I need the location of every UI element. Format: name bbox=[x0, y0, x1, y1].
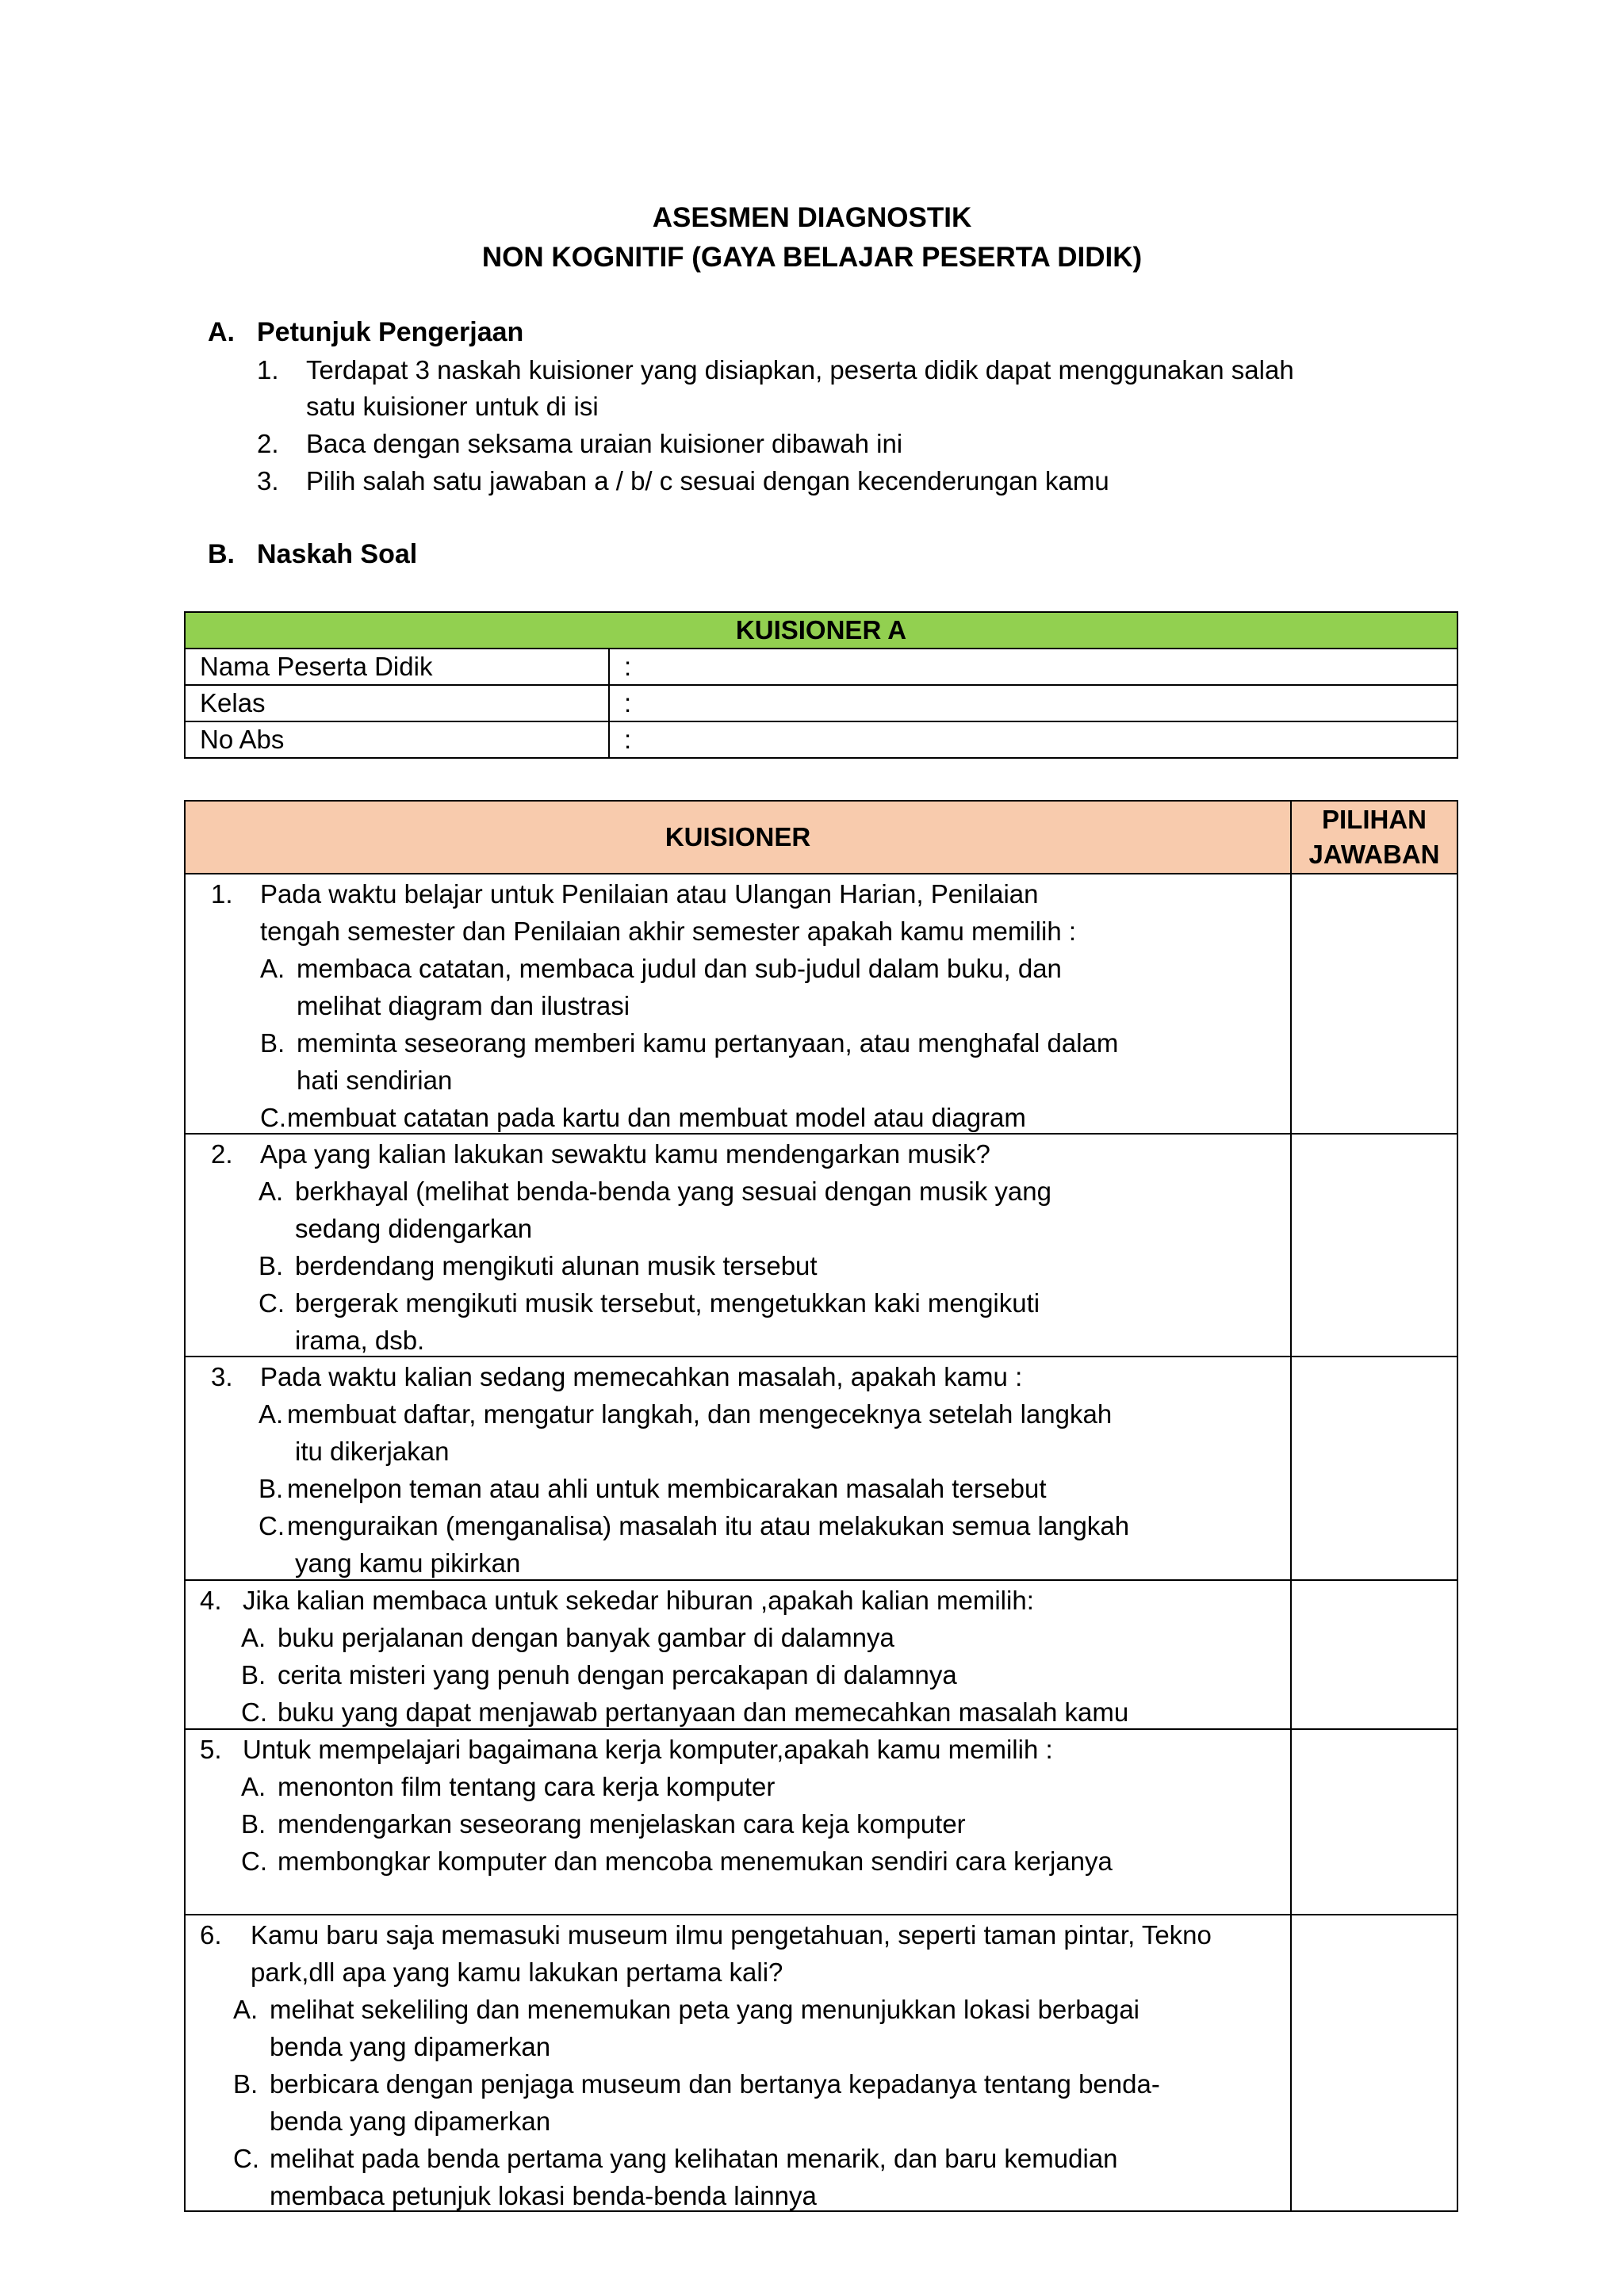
identity-value[interactable]: : bbox=[609, 685, 1457, 721]
instruction-line: satu kuisioner untuk di isi bbox=[306, 392, 599, 421]
instruction-line: Baca dengan seksama uraian kuisioner dibawah ini bbox=[306, 429, 903, 458]
answer-cell[interactable] bbox=[1291, 874, 1457, 1134]
instruction-line: Terdapat 3 naskah kuisioner yang disiapkan, peserta didik dapat menggunakan salah bbox=[306, 355, 1294, 385]
column-header-questions: KUISIONER bbox=[185, 801, 1291, 874]
identity-label: No Abs bbox=[185, 721, 609, 758]
question-cell: 3. Pada waktu kalian sedang memecahkan masalah, apakah kamu : A. membuat daftar, mengatur langkah, dan mengeceknya setelah langkah itu dikerjakan B. menelpon teman atau ahli untuk membicarakan masalah tersebut C. menguraikan (menganalisa) masalah itu atau melakukan semua langkah yang kamu pikirkan bbox=[185, 1357, 1291, 1580]
instruction-line: Pilih salah satu jawaban a / b/ c sesuai dengan kecenderungan kamu bbox=[306, 466, 1109, 496]
answer-cell[interactable] bbox=[1291, 1134, 1457, 1357]
identity-value[interactable]: : bbox=[609, 649, 1457, 685]
section-b-letter: B. bbox=[208, 539, 235, 569]
question-cell: 2. Apa yang kalian lakukan sewaktu kamu mendengarkan musik? A. berkhayal (melihat benda-benda yang sesuai dengan musik yang sedang didengarkan B. berdendang mengikuti alunan musik tersebut C. bergerak mengikuti musik tersebut, mengetukkan kaki mengikuti irama, dsb. bbox=[185, 1134, 1291, 1357]
section-a-letter: A. bbox=[208, 317, 235, 347]
document-title: ASESMEN DIAGNOSTIK bbox=[652, 202, 972, 233]
identity-table-title: KUISIONER A bbox=[185, 612, 1457, 649]
table-row bbox=[185, 1580, 1457, 1729]
table-row bbox=[185, 1915, 1457, 2211]
table-row bbox=[185, 874, 1457, 1134]
instruction-item: 3. Pilih salah satu jawaban a / b/ c sesuai dengan kecenderungan kamu bbox=[306, 463, 1109, 499]
answer-cell[interactable] bbox=[1291, 1357, 1457, 1580]
questionnaire-table bbox=[184, 800, 1458, 2212]
table-row bbox=[185, 649, 1457, 685]
section-b-heading bbox=[208, 539, 417, 570]
question-cell: 6. Kamu baru saja memasuki museum ilmu pengetahuan, seperti taman pintar, Tekno park,dll apa yang kamu lakukan pertama kali? A. melihat sekeliling dan menemukan peta yang menunjukkan lokasi berbagai benda yang dipamerkan B. berbicara dengan penjaga museum dan bertanya kepadanya tentang benda- benda yang dipamerkan C. melihat pada benda pertama yang kelihatan menarik, dan baru kemudian membaca petunjuk lokasi benda-benda lainnya bbox=[185, 1915, 1291, 2211]
column-header-answer: PILIHAN JAWABAN bbox=[1291, 801, 1457, 874]
question-cell: 5. Untuk mempelajari bagaimana kerja komputer,apakah kamu memilih : A. menonton film tentang cara kerja komputer B. mendengarkan seseorang menjelaskan cara keja komputer C. membongkar komputer dan mencoba menemukan sendiri cara kerjanya bbox=[185, 1729, 1291, 1915]
section-b-title: Naskah Soal bbox=[257, 539, 418, 569]
identity-label: Kelas bbox=[185, 685, 609, 721]
identity-value[interactable]: : bbox=[609, 721, 1457, 758]
table-row bbox=[185, 721, 1457, 758]
table-row bbox=[185, 1134, 1457, 1357]
table-row bbox=[185, 685, 1457, 721]
question-cell: 4. Jika kalian membaca untuk sekedar hiburan ,apakah kalian memilih: A. buku perjalanan dengan banyak gambar di dalamnya B. cerita misteri yang penuh dengan percakapan di dalamnya C. buku yang dapat menjawab pertanyaan dan memecahkan masalah kamu bbox=[185, 1580, 1291, 1729]
answer-cell[interactable] bbox=[1291, 1580, 1457, 1729]
table-header-row bbox=[185, 801, 1457, 874]
instruction-item: 1. Terdapat 3 naskah kuisioner yang disiapkan, peserta didik dapat menggunakan salah satu kuisioner untuk di isi bbox=[306, 352, 1294, 425]
identity-label: Nama Peserta Didik bbox=[185, 649, 609, 685]
answer-cell[interactable] bbox=[1291, 1729, 1457, 1915]
section-a-title: Petunjuk Pengerjaan bbox=[257, 317, 524, 347]
document-subtitle: NON KOGNITIF (GAYA BELAJAR PESERTA DIDIK) bbox=[481, 242, 1143, 273]
identity-table bbox=[184, 611, 1458, 759]
section-a-heading bbox=[208, 317, 523, 348]
instruction-item: 2. Baca dengan seksama uraian kuisioner dibawah ini bbox=[306, 426, 902, 462]
question-cell: 1. Pada waktu belajar untuk Penilaian atau Ulangan Harian, Penilaian tengah semester dan Penilaian akhir semester apakah kamu memilih : A. membaca catatan, membaca judul dan sub-judul dalam buku, dan melihat diagram dan ilustrasi B. meminta seseorang memberi kamu pertanyaan, atau menghafal dalam hati sendirian C. membuat catatan pada kartu dan membuat model atau diagram bbox=[185, 874, 1291, 1134]
answer-cell[interactable] bbox=[1291, 1915, 1457, 2211]
table-row bbox=[185, 1729, 1457, 1915]
table-row bbox=[185, 1357, 1457, 1580]
